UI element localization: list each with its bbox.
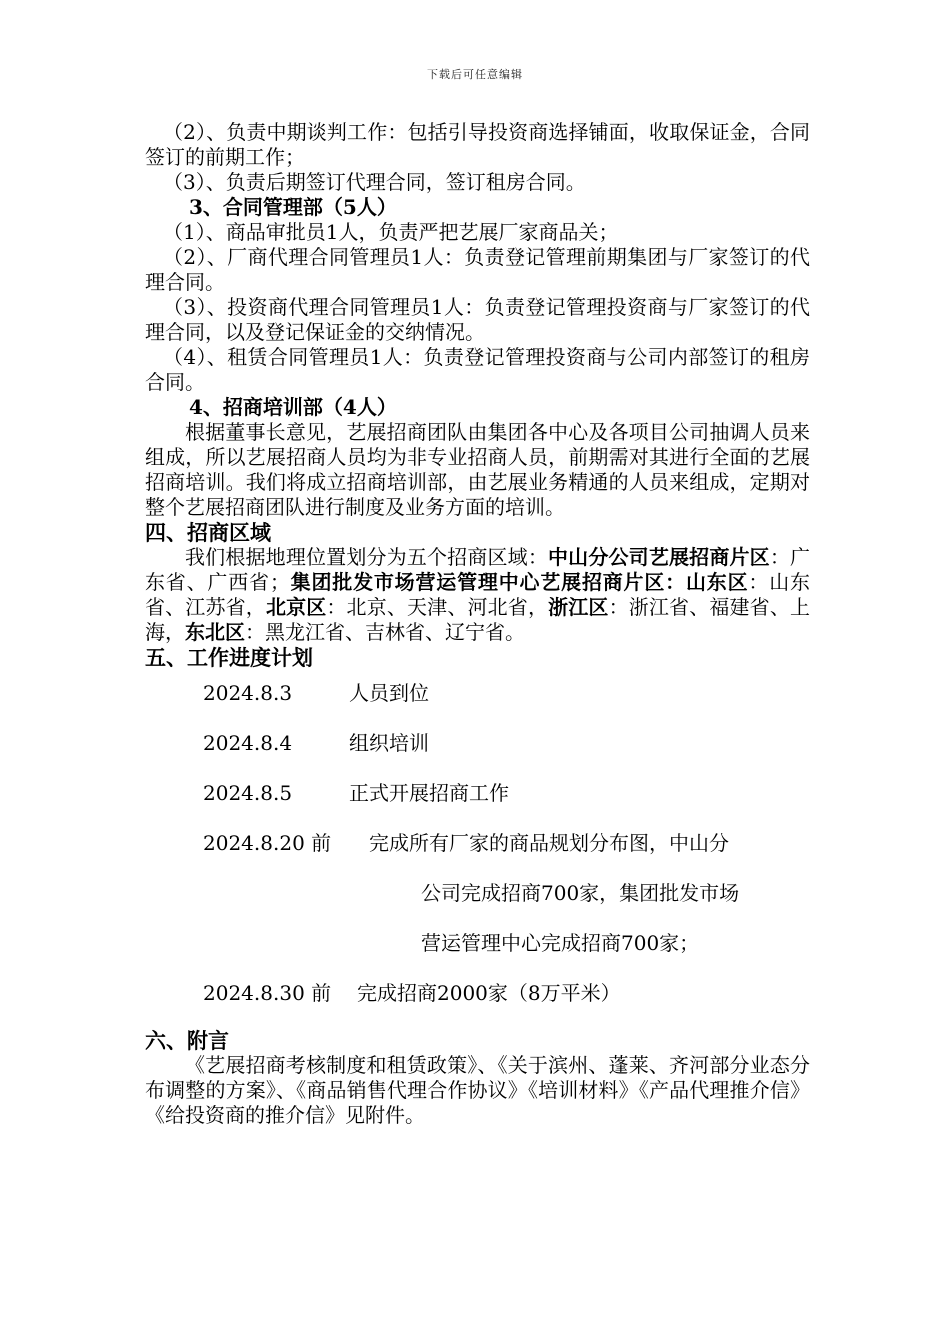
- paragraph: （3）、投资商代理合同管理员1人：负责登记管理投资商与厂家签订的代理合同，以及登记保证金的交纳情况。: [145, 295, 810, 344]
- regions-intro: 我们根据地理位置划分为五个招商区域：: [185, 545, 548, 569]
- region-name: 北京区: [265, 595, 327, 619]
- schedule-row: [145, 978, 810, 1028]
- schedule-task: 正式开展招商工作: [349, 781, 509, 805]
- schedule-date: 2024.8.4: [203, 731, 293, 755]
- schedule-row: [145, 728, 810, 778]
- paragraph: （3）、负责后期签订代理合同，签订租房合同。: [163, 170, 586, 194]
- paragraph: 《艺展招商考核制度和租赁政策》、《关于滨州、蓬莱、齐河部分业态分布调整的方案》、《商品销售代理合作协议》《培训材料》《产品代理推介信》《给投资商的推介信》见附件。: [145, 1053, 810, 1127]
- region-body: ：广东省、广西省；: [145, 545, 811, 594]
- paragraph: （4）、租赁合同管理员1人：负责登记管理投资商与公司内部签订的租房合同。: [145, 345, 810, 394]
- schedule-date: 2024.8.30 前: [203, 981, 332, 1005]
- paragraph: （1）、商品审批员1人，负责严把艺展厂家商品关；: [163, 220, 619, 244]
- region-body: ：浙江省、福建省、上海，: [145, 595, 810, 644]
- schedule-row: [145, 778, 810, 828]
- schedule-task-continuation: 公司完成招商700家，集团批发市场: [421, 881, 740, 905]
- schedule-task-continuation: 营运管理中心完成招商700家；: [421, 931, 700, 955]
- section-heading: 六、附言: [145, 1028, 229, 1053]
- schedule-row-continuation: [145, 928, 810, 978]
- document-body: [145, 120, 810, 1128]
- region-name: 浙江区: [548, 595, 609, 619]
- paragraph: （2）、厂商代理合同管理员1人：负责登记管理前期集团与厂家签订的代理合同。: [145, 245, 810, 294]
- schedule-task: 人员到位: [349, 681, 429, 705]
- region-name: 中山分公司艺展招商片区: [548, 545, 770, 569]
- region-name: 东北区: [185, 620, 245, 644]
- schedule-date: 2024.8.20 前: [203, 831, 332, 855]
- region-body: ：山东省、江苏省，: [145, 570, 811, 619]
- section-heading: 五、工作进度计划: [145, 645, 313, 670]
- section-heading: 四、招商区域: [145, 520, 271, 545]
- schedule-date: 2024.8.3: [203, 681, 293, 705]
- schedule-row: [145, 828, 810, 878]
- region-name: 集团批发市场营运管理中心艺展招商片区：山东区: [289, 570, 749, 594]
- page-header: 下载后可任意编辑: [427, 68, 523, 81]
- paragraph: 根据董事长意见，艺展招商团队由集团各中心及各项目公司抽调人员来组成，所以艺展招商人员均为非专业招商人员，前期需对其进行全面的艺展招商培训。我们将成立招商培训部，由艺展业务精通的人员来组成，定期对整个艺展招商团队进行制度及业务方面的培训。: [145, 420, 810, 519]
- schedule-date: 2024.8.5: [203, 781, 293, 805]
- region-body: ：黑龙江省、吉林省、辽宁省。: [245, 620, 525, 644]
- schedule: [145, 678, 810, 1028]
- paragraph: （2）、负责中期谈判工作：包括引导投资商选择铺面，收取保证金，合同签订的前期工作；: [145, 120, 810, 169]
- schedule-task: 组织培训: [349, 731, 429, 755]
- schedule-task: 完成招商2000家（8万平米）: [357, 981, 621, 1005]
- dept-heading: 3、合同管理部（5人）: [189, 195, 397, 219]
- region-body: ：北京、天津、河北省，: [326, 595, 549, 619]
- regions-paragraph: [145, 545, 810, 645]
- schedule-row: [145, 678, 810, 728]
- schedule-task: 完成所有厂家的商品规划分布图，中山分: [369, 831, 729, 855]
- dept-heading: 4、招商培训部（4人）: [189, 395, 397, 419]
- schedule-row-continuation: [145, 878, 810, 928]
